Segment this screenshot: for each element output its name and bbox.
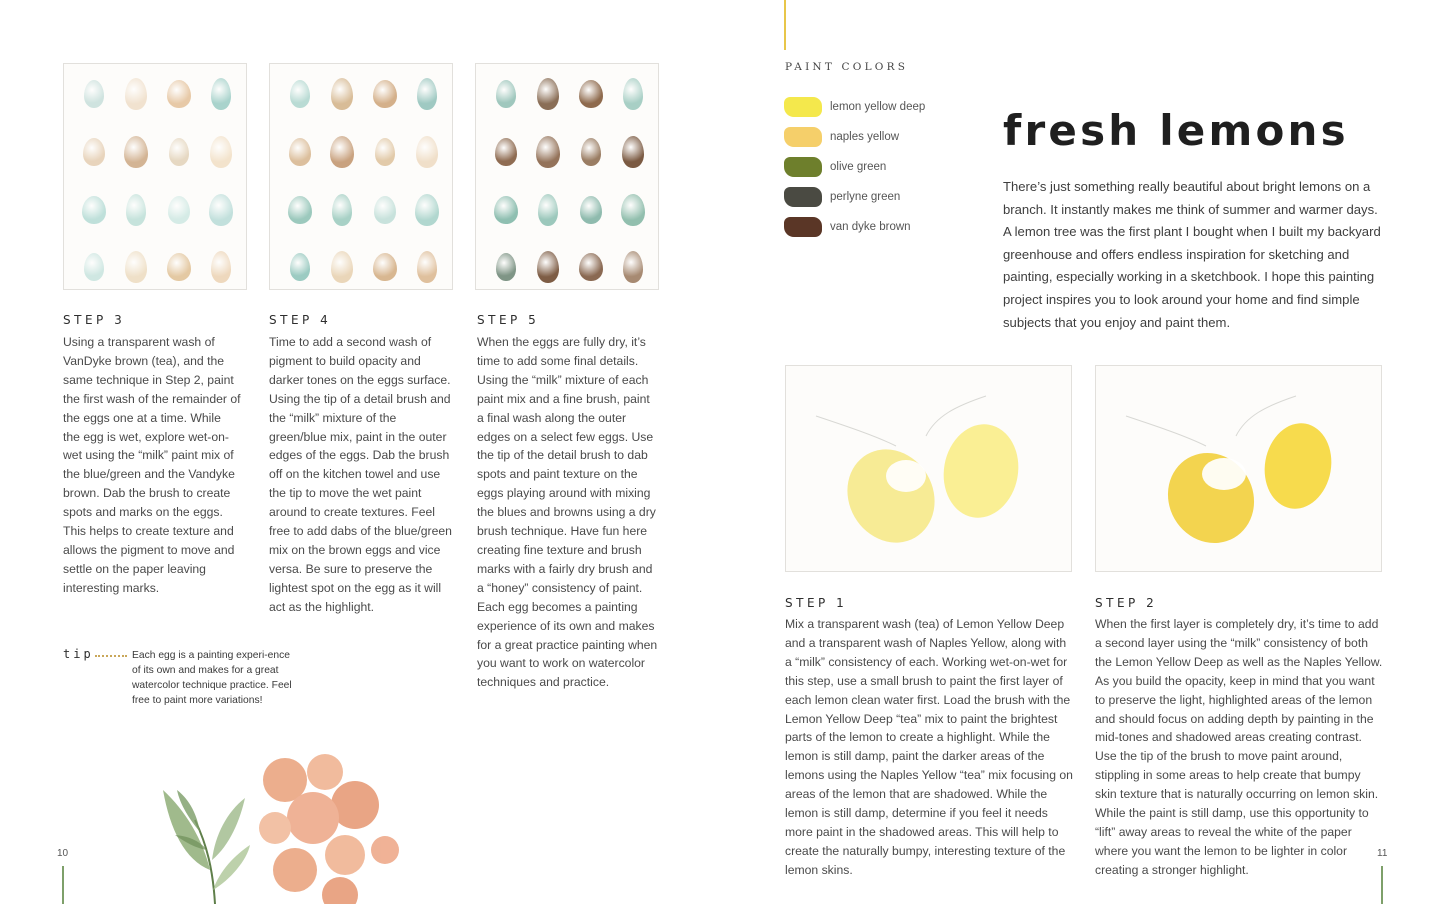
tip-label: tip: [63, 647, 94, 661]
swatch-naples-yellow: [784, 127, 822, 147]
step-5-body: When the eggs are fully dry, it’s time to add some final details. Using the “milk” mixture of each paint mix and a fine brush, paint a final wash along the outer edges on a select few eggs. Use the tip of the detail brush to dab spots and paint texture on the eggs playing around with mixing the blues and browns using a dry brush technique. Have fun here creating fine texture and brush marks with a fairly dry brush and a “honey” consistency of paint. Each egg becomes a painting experience of its own and makes for a great practice painting when you want to work on watercolor techniques and practice.: [477, 335, 658, 690]
page-edge-ribbon-top: [784, 0, 786, 50]
egg-illustration: [331, 251, 353, 283]
step-4-title: STEP 4: [269, 313, 332, 327]
swatch-label-olive-green: olive green: [830, 161, 887, 173]
egg-illustration-step-5: [475, 63, 659, 290]
egg-grid: [64, 64, 246, 289]
lemon-illustration-step-1: [785, 365, 1072, 572]
egg-illustration: [417, 78, 437, 110]
egg-illustration: [579, 80, 603, 108]
egg-illustration: [580, 196, 602, 224]
step-4-body: Time to add a second wash of pigment to build opacity and darker tones on the eggs surface. Using the tip of a detail brush and the “milk” mixture of the green/blue mix, paint in the outer edges of the eggs. Dab the brush off on the kitchen towel and use the tip to move the wet paint around to create textures. Feel free to add dabs of the blue/green mix on the brown eggs and vice versa. Be sure to preserve the lightest spot on the egg as it will act as the highlight.: [269, 335, 452, 614]
step-2-title: STEP 2: [1095, 596, 1158, 610]
egg-illustration: [209, 194, 233, 226]
lemon-illustration-step-2: [1095, 365, 1382, 572]
egg-illustration: [125, 78, 147, 110]
egg-illustration: [290, 80, 310, 108]
page-number-right: 11: [1377, 848, 1388, 859]
egg-illustration: [373, 80, 397, 108]
egg-illustration: [82, 196, 106, 224]
step-1-body: Mix a transparent wash (tea) of Lemon Yellow Deep and a transparent wash of Naples Yellow, along with a “milk” consistency of each. Working wet-on-wet for this step, use a small brush to paint the first layer of each lemon clean water first. Load the brush with the Lemon Yellow Deep “tea” mix to paint the brightest parts of the lemon to create a highlight. While the lemon is still damp, paint the darker areas of the lemons using the Naples Yellow “tea” mix focusing on areas of the lemon that are shadowed. While the lemon is still damp, determine if you feel it needs more paint in the shadowed areas. This will help to create the naturally bumpy, interesting texture of the lemon skins.: [785, 617, 1073, 877]
egg-illustration-step-4: [269, 63, 453, 290]
page-number-left: 10: [57, 848, 69, 859]
egg-illustration: [211, 78, 231, 110]
swatch-label-lemon-yellow-deep: lemon yellow deep: [830, 101, 926, 113]
egg-illustration: [621, 194, 645, 226]
page-edge-ribbon-left: [62, 866, 64, 904]
page-edge-ribbon-right: [1381, 866, 1383, 904]
egg-illustration: [289, 138, 311, 166]
botanical-illustration: [155, 750, 415, 904]
swatch-olive-green: [784, 157, 822, 177]
egg-illustration: [537, 251, 559, 283]
egg-illustration: [210, 136, 232, 168]
egg-illustration: [83, 138, 105, 166]
egg-illustration: [415, 194, 439, 226]
egg-illustration: [375, 138, 395, 166]
lemon-painting-step-1: [786, 366, 1071, 571]
egg-illustration: [417, 251, 437, 283]
egg-illustration: [537, 78, 559, 110]
tip-dotted-leader: [95, 655, 127, 657]
step-1-title: STEP 1: [785, 596, 848, 610]
egg-illustration: [536, 136, 560, 168]
egg-illustration: [126, 194, 146, 226]
egg-illustration: [373, 253, 397, 281]
egg-illustration: [211, 251, 231, 283]
egg-grid: [270, 64, 452, 289]
egg-illustration: [494, 196, 518, 224]
step-3-title: STEP 3: [63, 313, 126, 327]
egg-illustration: [622, 136, 644, 168]
egg-illustration: [288, 196, 312, 224]
swatch-label-van-dyke-brown: van dyke brown: [830, 221, 911, 233]
egg-illustration: [331, 78, 353, 110]
egg-illustration: [332, 194, 352, 226]
egg-illustration: [374, 196, 396, 224]
egg-illustration: [124, 136, 148, 168]
page-title: fresh lemons: [1003, 106, 1349, 155]
paint-colors-heading: PAINT COLORS: [785, 61, 909, 73]
egg-illustration: [496, 253, 516, 281]
egg-illustration: [168, 196, 190, 224]
egg-illustration: [167, 80, 191, 108]
egg-illustration: [84, 253, 104, 281]
egg-illustration: [623, 78, 643, 110]
egg-illustration: [125, 251, 147, 283]
egg-illustration: [169, 138, 189, 166]
tip-text: Each egg is a painting experi-ence of its own and makes for a great watercolor technique practice. Feel free to paint more variations!: [132, 650, 292, 706]
egg-illustration: [581, 138, 601, 166]
swatch-label-perlyne-green: perlyne green: [830, 191, 901, 203]
lemon-painting-step-2: [1096, 366, 1381, 571]
egg-illustration: [538, 194, 558, 226]
egg-illustration: [495, 138, 517, 166]
flower-petals-illustration: [259, 754, 399, 904]
step-5-title: STEP 5: [477, 313, 540, 327]
egg-illustration: [290, 253, 310, 281]
egg-grid: [476, 64, 658, 289]
egg-illustration: [623, 251, 643, 283]
intro-paragraph: There’s just something really beautiful about bright lemons on a branch. It instantly makes me think of summer and warmer days. A lemon tree was the first plant I bought when I built my backyard greenhouse and offers endless inspiration for sketching and painting, especially working in a sketchbook. I hope this painting project inspires you to look around your home and find simple subjects that you enjoy and paint them.: [1003, 179, 1381, 330]
egg-illustration: [496, 80, 516, 108]
swatch-van-dyke-brown: [784, 217, 822, 237]
swatch-label-naples-yellow: naples yellow: [830, 131, 900, 143]
egg-illustration: [84, 80, 104, 108]
egg-illustration: [416, 136, 438, 168]
egg-illustration-step-3: [63, 63, 247, 290]
leaf-sprig-illustration: [163, 790, 250, 904]
egg-illustration: [167, 253, 191, 281]
step-2-body: When the first layer is completely dry, it’s time to add a second layer using the “milk” consistency of both the Lemon Yellow Deep as well as the Naples Yellow. As you build the opacity, keep in mind that you want to preserve the light, highlighted areas of the lemon and should focus on adding depth by painting in the mid-tones and shadowed areas creating contrast. Use the tip of the brush to move paint around, stippling in some areas to help create that bumpy skin texture that is naturally occurring on lemon skin. While the paint is still damp, use this opportunity to “lift” away areas to reveal the white of the paper where you want the lemon to be lighter in color creating a stronger highlight.: [1095, 617, 1383, 877]
step-3-body: Using a transparent wash of VanDyke brown (tea), and the same technique in Step 2, paint the first wash of the remainder of the eggs one at a time. While the egg is wet, explore wet-on-wet using the “milk” paint mix of the blue/green and the Vandyke brown. Dab the brush to create spots and marks on the eggs. This helps to create texture and allows the pigment to move and settle on the paper leaving interesting marks.: [63, 335, 241, 595]
egg-illustration: [330, 136, 354, 168]
swatch-lemon-yellow-deep: [784, 97, 822, 117]
swatch-perlyne-green: [784, 187, 822, 207]
egg-illustration: [579, 253, 603, 281]
